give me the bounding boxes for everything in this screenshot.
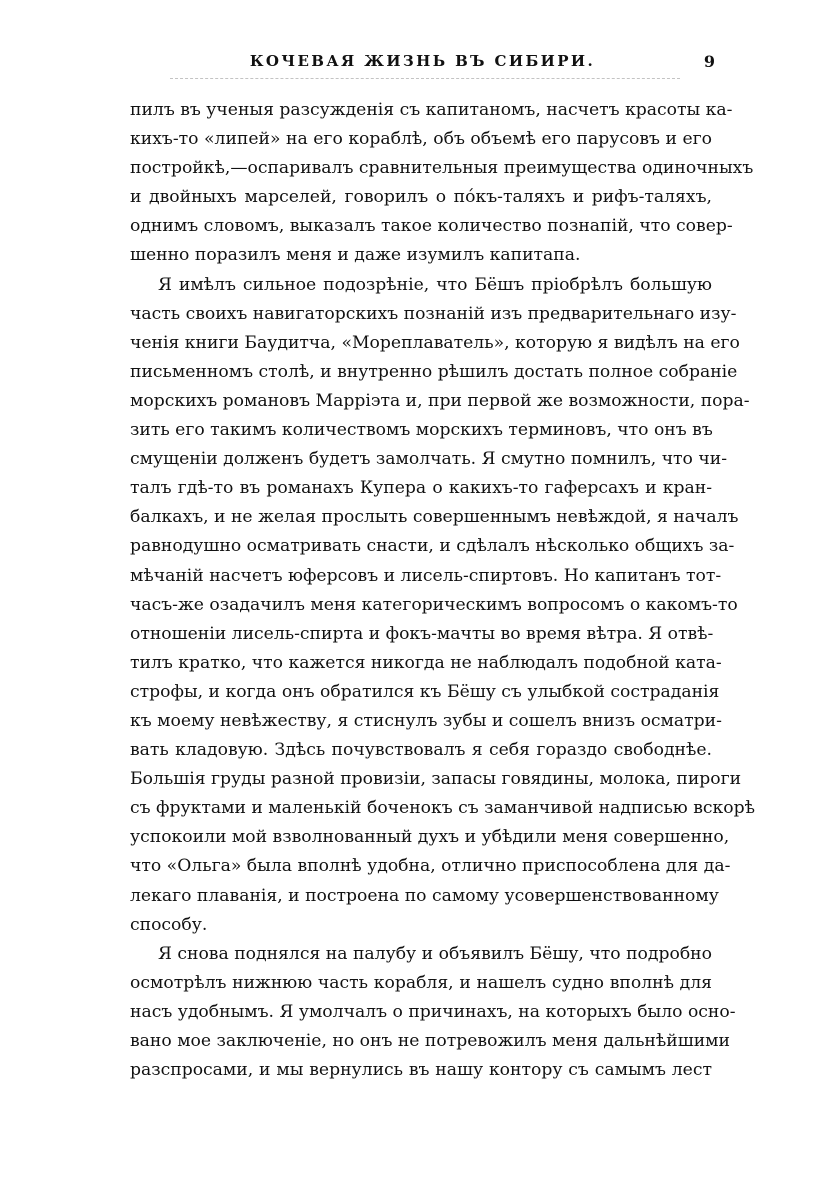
running-title: КОЧЕВАЯ ЖИЗНЬ ВЪ СИБИРИ. [249, 52, 596, 70]
text-line: зить его такимъ количествомъ морскихъ терминовъ, что онъ въ [130, 420, 713, 441]
text-line: Большія груды разной провизіи, запасы говядины, молока, пироги [130, 769, 742, 790]
page-number: 9 [703, 52, 715, 71]
text-line: постройкѣ,—оспаривалъ сравнительныя преимущества одиночныхъ [130, 158, 754, 179]
text-line: мѣчаній насчетъ юферсовъ и лисель-спиртовъ. Но капитанъ тот- [130, 565, 722, 586]
text-line: ченія книги Баудитча, «Мореплаватель», которую я видѣлъ на его [130, 332, 740, 353]
text-line: Я имѣлъ сильное подозрѣніе, что Бёшъ пріобрѣлъ большую [158, 274, 712, 295]
text-line: отношеніи лисель-спирта и фокъ-мачты во время вѣтра. Я отвѣ- [130, 623, 714, 644]
text-line: морскихъ романовъ Марріэта и, при первой же возможности, пора- [130, 390, 750, 411]
text-line: осмотрѣлъ нижнюю часть корабля, и нашелъ судно вполнѣ для [130, 972, 712, 993]
text-line: строфы, и когда онъ обратился къ Бёшу съ улыбкой состраданія [130, 681, 720, 702]
text-line: успокоили мой взволнованный духъ и убѣдили меня совершенно, [130, 827, 730, 848]
running-head [130, 52, 715, 76]
text-line: способу. [130, 914, 208, 935]
text-line: вать кладовую. Здѣсь почувствовалъ я себя гораздо свободнѣе. [130, 740, 712, 761]
text-line: равнодушно осматривать снасти, и сдѣлалъ нѣсколько общихъ за- [130, 536, 735, 557]
text-line: Я снова поднялся на палубу и объявилъ Бёшу, что подробно [158, 943, 712, 964]
text-line: что «Ольга» была вполнѣ удобна, отлично приспособлена для да- [130, 856, 731, 877]
text-line: однимъ словомъ, выказалъ такое количество познапій, что совер- [130, 216, 733, 237]
text-line: къ моему невѣжеству, я стиснулъ зубы и сошелъ внизъ осматри- [130, 710, 722, 731]
text-line: лекаго плаванія, и построена по самому усовершенствованному [130, 885, 719, 906]
text-line: смущеніи долженъ будетъ замолчать. Я смутно помнилъ, что чи- [130, 449, 727, 470]
text-line: разспросами, и мы вернулись въ нашу контору съ самымъ лест [130, 1060, 712, 1081]
text-line: талъ гдѣ-то въ романахъ Купера о какихъ-то гаферсахъ и кран- [130, 478, 712, 499]
text-line: съ фруктами и маленькій боченокъ съ заманчивой надписью вскорѣ [130, 798, 755, 819]
text-line: балкахъ, и не желая прослыть совершеннымъ невѣждой, я началъ [130, 507, 739, 528]
text-line: пилъ въ ученыя разсужденія съ капитаномъ, насчетъ красоты ка- [130, 100, 733, 120]
body-text [130, 96, 755, 1085]
text-line: шенно поразилъ меня и даже изумилъ капитапа. [130, 245, 581, 266]
text-line: часъ-же озадачилъ меня категорическимъ вопросомъ о какомъ-то [130, 594, 738, 615]
text-line: насъ удобнымъ. Я умолчалъ о причинахъ, на которыхъ было осно- [130, 1001, 736, 1022]
text-line: кихъ-то «липей» на его кораблѣ, объ объемѣ его парусовъ и его [130, 129, 712, 150]
header-divider [170, 78, 680, 79]
text-line: часть своихъ навигаторскихъ познаній изъ предварительнаго изу- [130, 303, 737, 324]
text-line: и двойныхъ марселей, говорилъ о пóкъ-таляхъ и рифъ-таляхъ, [130, 187, 712, 208]
text-line: тилъ кратко, что кажется никогда не наблюдалъ подобной ката- [130, 652, 722, 673]
text-line: вано мое заключеніе, но онъ не потревожилъ меня дальнѣйшими [130, 1031, 730, 1051]
text-line: письменномъ столѣ, и внутренно рѣшилъ достать полное собраніе [130, 361, 738, 382]
